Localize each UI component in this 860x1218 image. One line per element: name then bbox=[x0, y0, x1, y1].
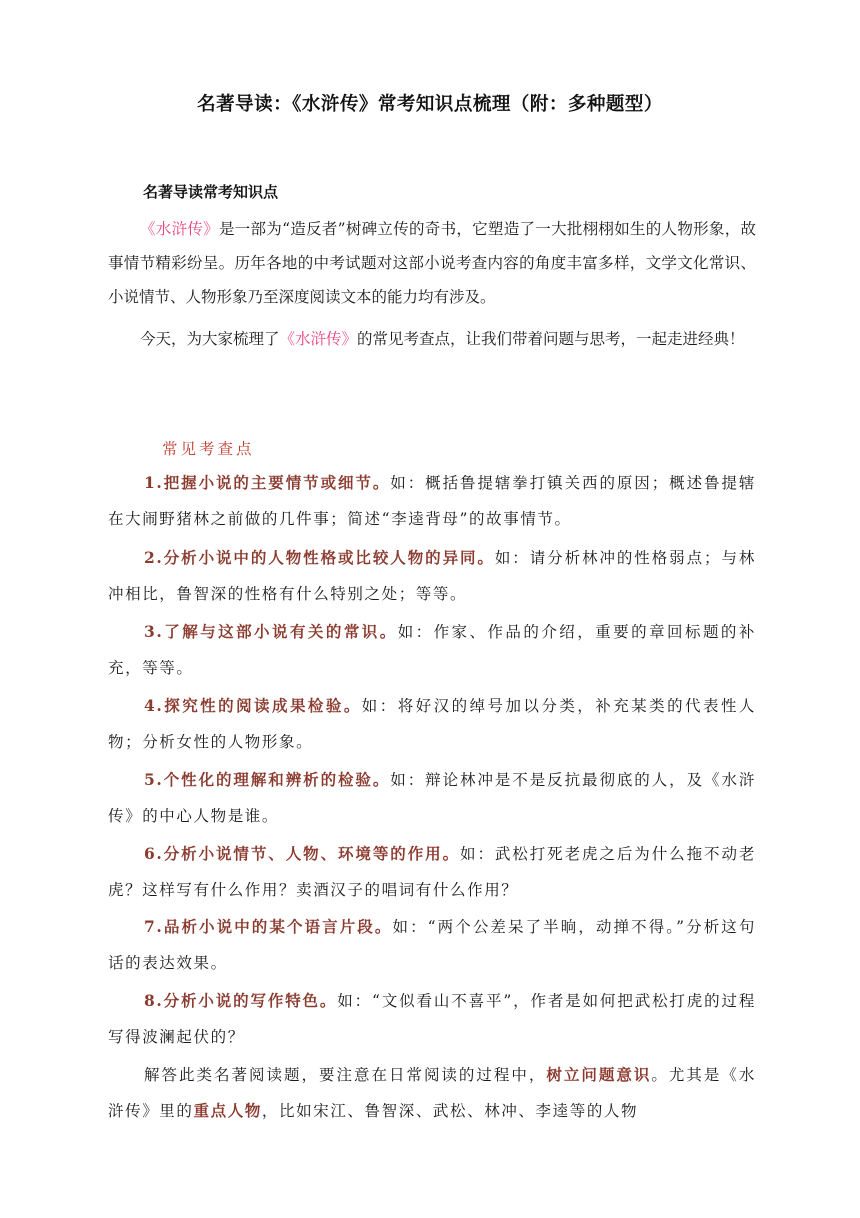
intro-text: 是一部为“造反者”树碑立传的奇书，它塑造了一大批栩栩如生的人物形象，故事情节精彩纷呈。历年各地的中考试题对这部小说考查内容的角度丰富多样，文学文化常识、小说情节、人物形象乃至深度阅读文本的能力均有涉及。 bbox=[108, 220, 756, 306]
book-title-link: 《水浒传》 bbox=[279, 330, 358, 348]
intro-paragraph bbox=[108, 212, 756, 314]
point-desc: 如：辩论林冲是不是反抗最彻底的人，及《水浒传》的中心人物是谁。 bbox=[108, 771, 756, 825]
point-key: 6.分析小说情节、人物、环境等的作用。 bbox=[144, 844, 461, 863]
point-key: 4.探究性的阅读成果检验。 bbox=[144, 696, 362, 715]
closing-part2: 。尤其是《水浒传》里的 bbox=[108, 1066, 756, 1120]
point-key: 7.品析小说中的某个语言片段。 bbox=[144, 917, 393, 936]
document-title: 名著导读：《水浒传》常考知识点梳理（附：多种题型） bbox=[197, 94, 663, 115]
point-desc: 如：概括鲁提辖拳打镇关西的原因；概述鲁提辖在大闹野猪林之前做的几件事；简述“李逵背母”的故事情节。 bbox=[108, 474, 756, 528]
list-item bbox=[108, 762, 756, 834]
list-item bbox=[108, 836, 756, 908]
point-key: 8.分析小说的写作特色。 bbox=[144, 991, 338, 1010]
today-after: 的常见考查点，让我们带着问题与思考，一起走进经典！ bbox=[357, 330, 745, 348]
point-desc: 如：将好汉的绰号加以分类，补充某类的代表性人物；分析女性的人物形象。 bbox=[108, 697, 756, 751]
section-heading: 名著导读常考知识点 bbox=[143, 183, 279, 201]
closing-emphasis: 重点人物 bbox=[193, 1101, 262, 1120]
closing-emphasis: 树立问题意识 bbox=[546, 1065, 652, 1084]
point-key: 1.把握小说的主要情节或细节。 bbox=[144, 473, 391, 492]
point-key: 3.了解与这部小说有关的常识。 bbox=[144, 622, 398, 641]
book-title-link: 《水浒传》 bbox=[140, 220, 219, 238]
point-desc: 如：“两个公差呆了半晌，动掸不得。”分析这句话的表达效果。 bbox=[108, 918, 756, 972]
list-item bbox=[108, 909, 756, 981]
point-desc: 如：请分析林冲的性格弱点；与林冲相比，鲁智深的性格有什么特别之处；等等。 bbox=[108, 549, 756, 603]
closing-part1: 解答此类名著阅读题，要注意在日常阅读的过程中， bbox=[144, 1066, 547, 1084]
today-paragraph bbox=[108, 322, 756, 356]
point-desc: 如：“文似看山不喜平”，作者是如何把武松打虎的过程写得波澜起伏的？ bbox=[108, 992, 756, 1046]
list-item bbox=[108, 688, 756, 760]
point-desc: 如：武松打死老虎之后为什么拖不动老虎？这样写有什么作用？卖酒汉子的唱词有什么作用？ bbox=[108, 845, 756, 899]
today-before: 今天，为大家梳理了 bbox=[140, 330, 280, 348]
point-desc: 如：作家、作品的介绍，重要的章回标题的补充，等等。 bbox=[108, 623, 756, 677]
list-item bbox=[108, 983, 756, 1055]
closing-part3: ，比如宋江、鲁智深、武松、林冲、李逵等的人物 bbox=[261, 1102, 639, 1120]
point-key: 2.分析小说中的人物性格或比较人物的异同。 bbox=[144, 548, 495, 567]
list-item bbox=[108, 540, 756, 612]
closing-paragraph bbox=[108, 1057, 756, 1129]
point-key: 5.个性化的理解和辨析的检验。 bbox=[144, 770, 391, 789]
list-item bbox=[108, 614, 756, 686]
list-item bbox=[108, 465, 756, 537]
points-heading: 常见考查点 bbox=[162, 440, 255, 458]
